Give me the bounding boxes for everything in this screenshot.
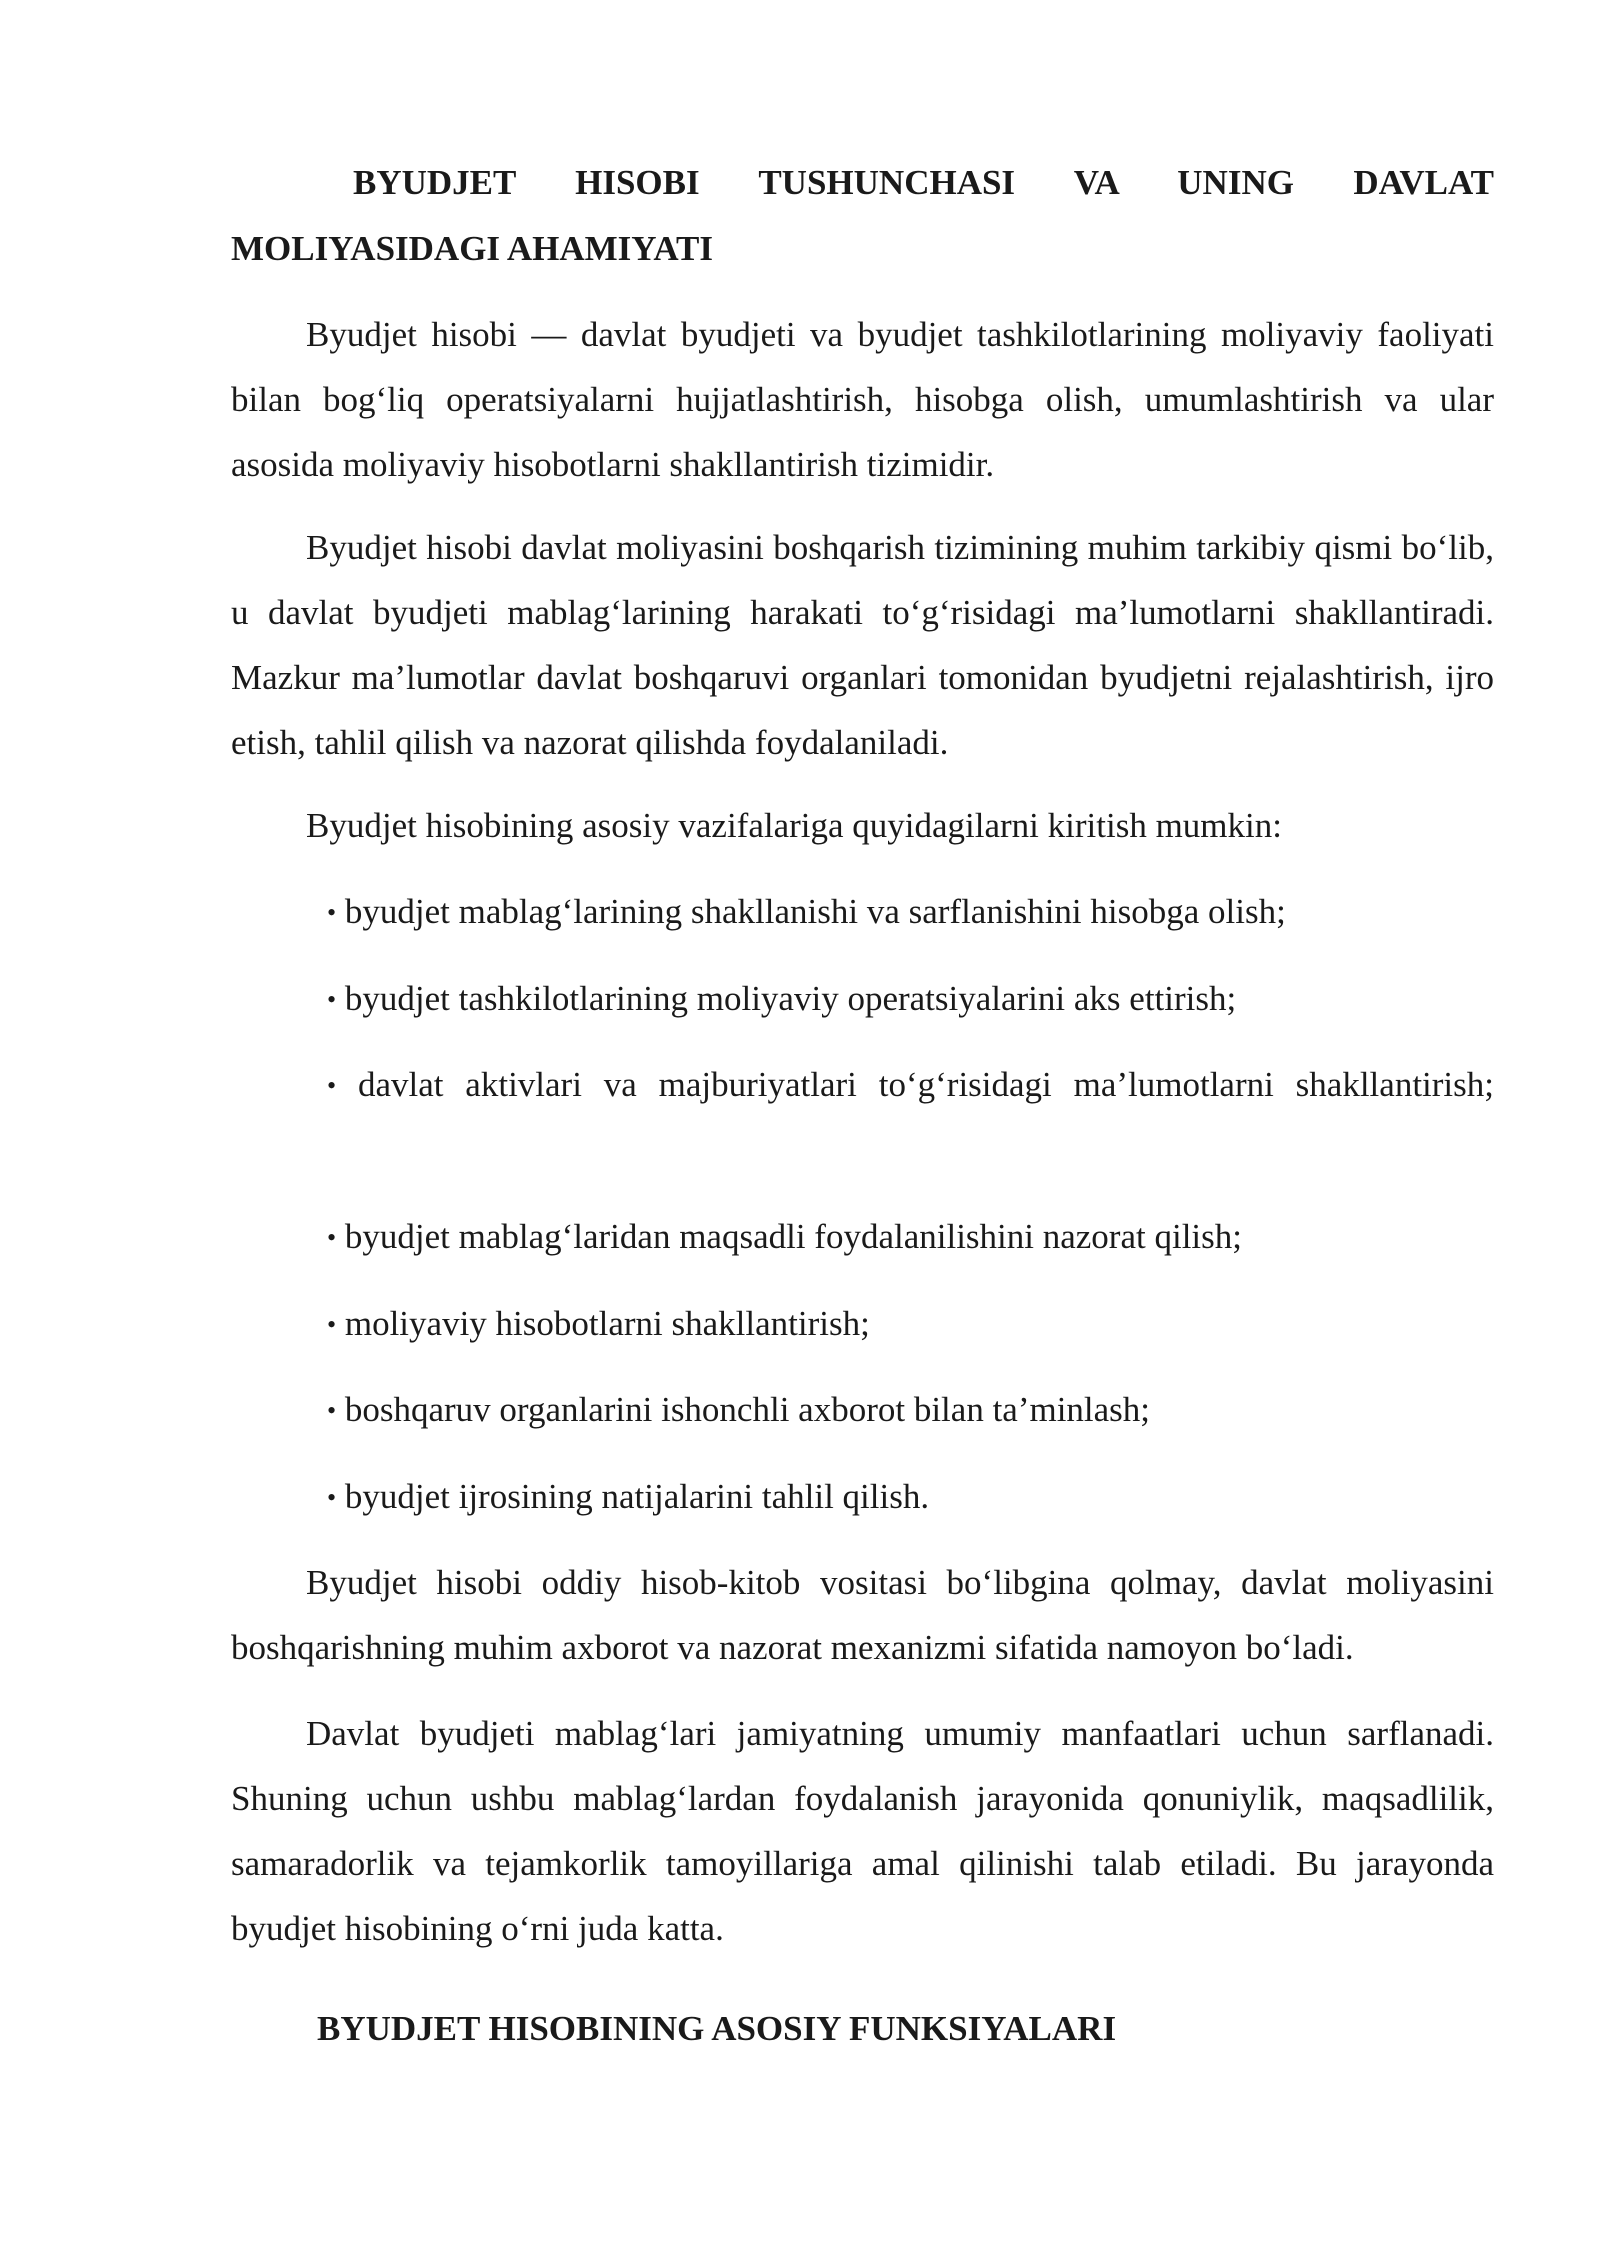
section-heading: BYUDJET HISOBINING ASOSIY FUNKSIYALARI: [317, 2009, 1117, 2048]
list-item-text: davlat aktivlari va majburiyatlari to‘g‘risidagi ma’lumotlarni shakllantirish;: [357, 1065, 1494, 1104]
bullet-icon: •: [327, 1071, 337, 1100]
list-item-line: [327, 1052, 1494, 1118]
list-item-text: byudjet ijrosining natijalarini tahlil qilish.: [344, 1477, 930, 1516]
list-item-text: moliyaviy hisobotlarni shakllantirish;: [344, 1304, 870, 1343]
list-item: [327, 879, 1494, 945]
list-item-text: byudjet mablag‘laridan maqsadli foydalanilishini nazorat qilish;: [344, 1217, 1242, 1256]
paragraph-mechanism: Byudjet hisobi oddiy hisob-kitob vositasi bo‘libgina qolmay, davlat moliyasini boshqarishning muhim axborot va nazorat mexanizmi sifatida namoyon bo‘ladi.: [231, 1563, 1494, 1667]
list-item: [327, 966, 1494, 1032]
bullet-icon: •: [327, 1223, 337, 1252]
list-item-text: byudjet tashkilotlarining moliyaviy operatsiyalarini aks ettirish;: [344, 979, 1237, 1018]
paragraph-definition: Byudjet hisobi — davlat byudjeti va byudjet tashkilotlarining moliyaviy faoliyati bilan bog‘liq operatsiyalarni hujjatlashtirish, hisobga olish, umumlashtirish va ular asosida moliyaviy hisobotlarni shakllantirish tizimidir.: [231, 315, 1494, 484]
list-item-text: boshqaruv organlarini ishonchli axborot bilan ta’minlash;: [344, 1390, 1151, 1429]
list-item: [327, 1291, 1494, 1357]
bullet-icon: •: [327, 1310, 337, 1339]
paragraph-tasks-intro: Byudjet hisobining asosiy vazifalariga quyidagilarni kiritish mumkin:: [306, 806, 1282, 845]
bullet-icon: •: [327, 1483, 337, 1512]
paragraph-importance: Byudjet hisobi davlat moliyasini boshqarish tizimining muhim tarkibiy qismi bo‘lib, u davlat byudjeti mablag‘larining harakati to‘g‘risidagi ma’lumotlarni shakllantiradi. Mazkur ma’lumotlar davlat boshqaruvi organlari tomonidan byudjetni rejalashtirish, ijro etish, tahlil qilish va nazorat qilishda foydalaniladi.: [231, 528, 1494, 762]
list-item-text: byudjet mablag‘larining shakllanishi va sarflanishini hisobga olish;: [344, 892, 1286, 931]
paragraph-principles: Davlat byudjeti mablag‘lari jamiyatning umumiy manfaatlari uchun sarflanadi. Shuning uchun ushbu mablag‘lardan foydalanish jarayonida qonuniylik, maqsadlilik, samaradorlik va tejamkorlik tamoyillariga amal qilinishi talab etiladi. Bu jarayonda byudjet hisobining o‘rni juda katta.: [231, 1714, 1494, 1948]
list-item: [327, 1464, 1494, 1530]
bullet-icon: •: [327, 898, 337, 927]
list-item: [327, 1377, 1494, 1443]
list-item: [327, 1052, 1494, 1118]
bullet-icon: •: [327, 985, 337, 1014]
document-title: BYUDJET HISOBI TUSHUNCHASI VA UNING DAVLAT MOLIYASIDAGI AHAMIYATI: [231, 163, 1494, 268]
list-item: [327, 1204, 1494, 1270]
bullet-icon: •: [327, 1396, 337, 1425]
